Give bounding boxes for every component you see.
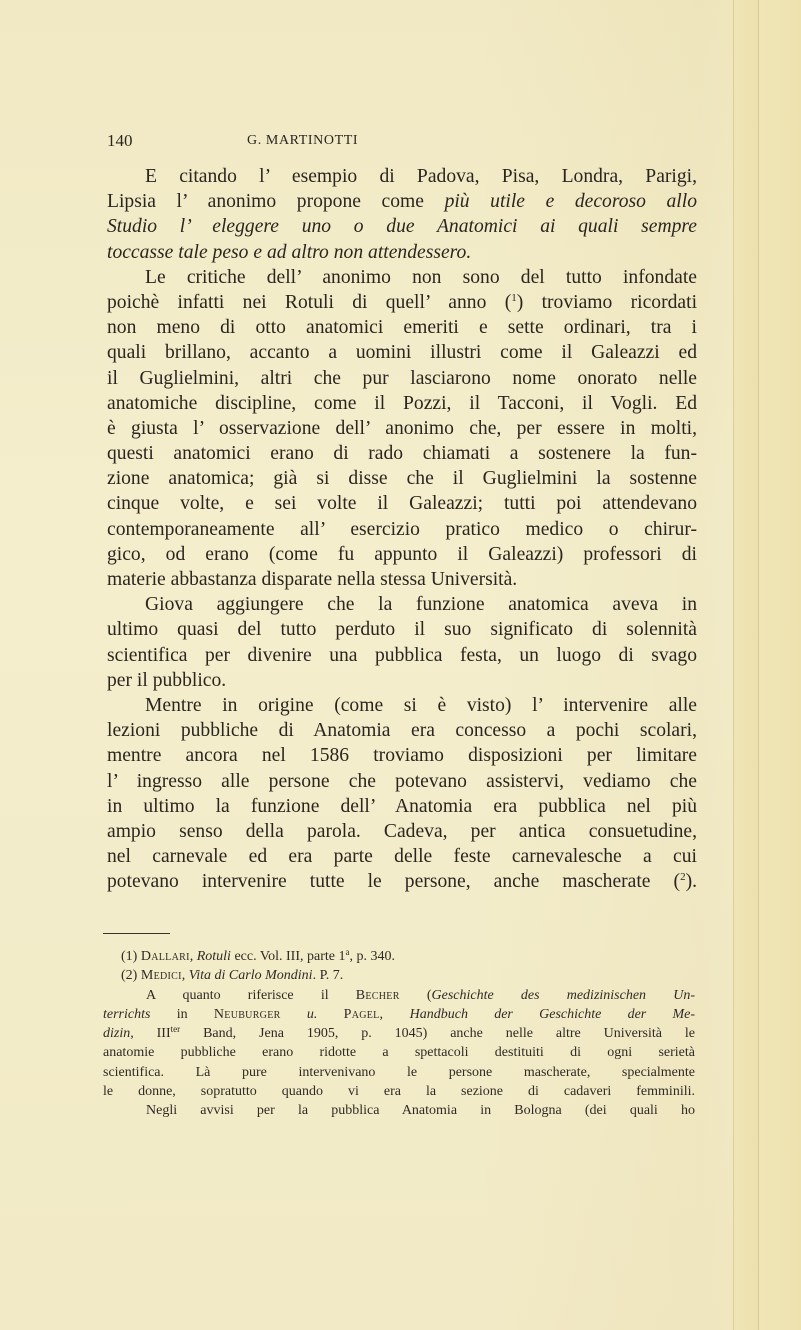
footnote-text-line: dizin, $III^{ter}$ Band, Jena 1905, p. 1045) anche nelle altre Università le	[103, 1024, 695, 1042]
body-text	[107, 164, 697, 894]
text-line: poichè infatti nei Rotuli di quell’ anno ($^1$) troviamo ricordati	[107, 291, 698, 313]
footnote-text-line: terrichts in Neuburger u. Pagel, Handbuch der Geschichte der Me-	[103, 1006, 696, 1022]
page-edge-strip	[734, 0, 758, 1330]
footnote-text-line: le donne, sopratutto quando vi era la sezione di cadaveri femminili.	[103, 1084, 695, 1100]
footnotes	[103, 947, 695, 1121]
text-line: Studio l’ eleggere uno o due Anatomici ai quali sempre	[107, 216, 697, 238]
text-line: nel carnevale ed era parte delle feste carnevalesche a cui	[107, 846, 697, 868]
text-line: ultimo quasi del tutto perduto il suo significato di solennità	[107, 619, 697, 641]
cited-author: Medici	[140, 968, 182, 984]
text-line: per il pubblico.	[107, 669, 227, 691]
cited-author: Dallari	[140, 949, 190, 964]
text-line: toccasse tale peso e ad altro non attendessero.	[107, 241, 472, 263]
text-line: in ultimo la funzione dell’ Anatomia era pubblica nel più	[107, 795, 697, 817]
running-head	[107, 129, 707, 153]
italic-quote: più utile e decoroso allo	[444, 191, 697, 213]
text-line: E citando l’ esempio di Padova, Pisa, Londra, Parigi,	[145, 166, 697, 187]
text-line: contemporaneamente all’ esercizio pratico medico o chirur-	[107, 518, 697, 540]
footnote-1: (1) Dallari, Rotuli ecc. Vol. III, parte 1$^a$, p. 340.	[121, 947, 395, 964]
text-line: non meno di otto anatomici emeriti e sette ordinari, tra i	[107, 317, 697, 339]
footnote-text-line: scientifica. Là pure intervenivano le persone mascherate, specialmente	[103, 1064, 695, 1080]
text-line: questi anatomici erano di rado chiamati a sostenere la fun-	[107, 443, 697, 465]
text-line: anatomiche discipline, come il Pozzi, il Tacconi, il Vogli. Ed	[107, 392, 697, 414]
text-line: Le critiche dell’ anonimo non sono del tutto infondate	[145, 266, 697, 288]
running-head-author: G. MARTINOTTI	[247, 133, 359, 148]
text-line: è giusta l’ osservazione dell’ anonimo che, per essere in molti,	[107, 417, 697, 439]
footnote-text-line: Negli avvisi per la pubblica Anatomia in Bologna (dei quali ho	[146, 1103, 695, 1119]
footnote-ref-2[interactable]: 2	[680, 871, 686, 884]
text-line: ampio senso della parola. Cadeva, per antica consuetudine,	[107, 820, 697, 842]
text-line: potevano intervenire tutte le persone, anche mascherate ($^2$).	[107, 871, 697, 893]
footnote-ref-1[interactable]: 1	[511, 291, 517, 304]
text-line: mentre ancora nel 1586 troviamo disposizioni per limitare	[107, 745, 697, 767]
text-line: scientifica per divenire una pubblica festa, un luogo di svago	[107, 644, 697, 666]
page-number: 140	[107, 131, 133, 150]
text-line: lezioni pubbliche di Anatomia era concesso a pochi scolari,	[107, 720, 697, 742]
footnote-separator	[103, 933, 170, 934]
text-line: l’ ingresso alle persone che potevano assistervi, vediamo che	[107, 770, 697, 792]
text-line: Lipsia l’ anonimo propone come più utile e decoroso allo	[107, 191, 697, 213]
footnote-text-line: A quanto riferisce il Becher (Geschichte des medizinischen Un-	[146, 987, 695, 1003]
text-line: gico, od erano (come fu appunto il Galeazzi) professori di	[107, 543, 697, 565]
text-line: Mentre in origine (come si è visto) l’ intervenire alle	[145, 694, 697, 716]
text-line: zione anatomica; già si disse che il Guglielmini la sostenne	[107, 468, 697, 490]
text-line: materie abbastanza disparate nella stessa Università.	[107, 569, 518, 590]
page-edge-strip	[759, 0, 801, 1330]
text-line: il Guglielmini, altri che pur lasciarono nome onorato nelle	[107, 367, 697, 389]
cited-title: Rotuli	[196, 949, 231, 964]
text-line: Giova aggiungere che la funzione anatomica aveva in	[145, 594, 697, 616]
cited-title: Vita di Carlo Mondini	[188, 968, 313, 984]
footnote-text-line: anatomie pubbliche erano ridotte a spettacoli destituiti di ogni serietà	[103, 1045, 695, 1061]
text-line: cinque volte, e sei volte il Galeazzi; tutti poi attendevano	[107, 493, 697, 515]
text-line: quali brillano, accanto a uomini illustri come il Galeazzi ed	[107, 342, 697, 364]
footnote-2: (2) Medici, Vita di Carlo Mondini. P. 7.	[121, 968, 344, 984]
